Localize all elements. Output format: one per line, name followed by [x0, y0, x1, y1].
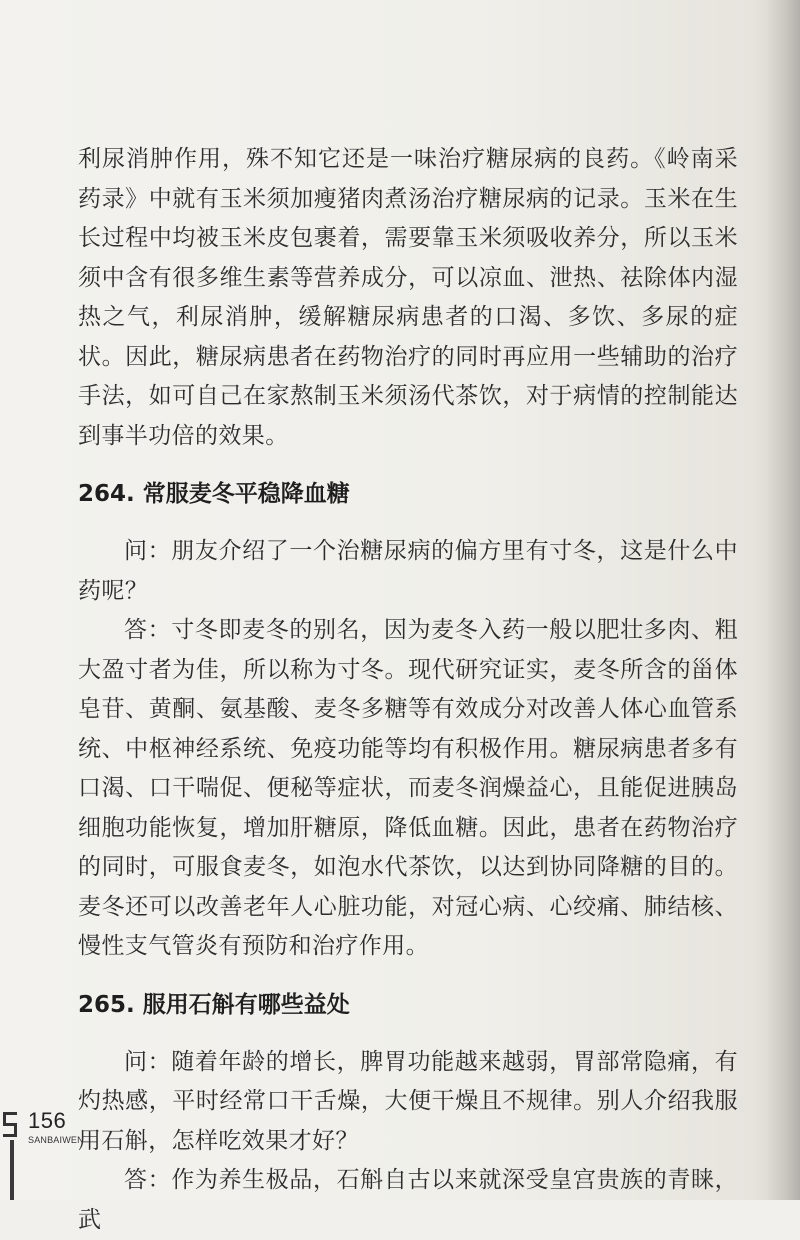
answer-264: 答：寸冬即麦冬的别名，因为麦冬入药一般以肥壮多肉、粗大盈寸者为佳，所以称为寸冬。现代研究证实，麦冬所含的甾体皂苷、黄酮、氨基酸、麦冬多糖等有效成分对改善人体心血管系统、中枢神经系统、免疫功能等均有积极作用。糖尿病患者多有口渴、口干喘促、便秘等症状，而麦冬润燥益心，且能促进胰岛细胞功能恢复，增加肝糖原，降低血糖。因此，患者在药物治疗的同时，可服食麦冬，如泡水代茶饮，以达到协同降糖的目的。麦冬还可以改善老年人心脏功能，对冠心病、心绞痛、肺结核、慢性支气管炎有预防和治疗作用。	[78, 617, 738, 959]
page-number: 156	[28, 1108, 67, 1133]
question-265: 问：随着年龄的增长，脾胃功能越来越弱，胃部常隐痛，有灼热感，平时经常口干舌燥，大便干燥且不规律。别人介绍我服用石斛，怎样吃效果才好？	[78, 1048, 738, 1154]
paragraph-continued: 利尿消肿作用，殊不知它还是一味治疗糖尿病的良药。《岭南采药录》中就有玉米须加瘦猪肉煮汤治疗糖尿病的记录。玉米在生长过程中均被玉米皮包裹着，需要靠玉米须吸收养分，所以玉米须中含有很多维生素等营养成分，可以凉血、泄热、祛除体内湿热之气，利尿消肿，缓解糖尿病患者的口渴、多饮、多尿的症状。因此，糖尿病患者在药物治疗的同时再应用一些辅助的治疗手法，如可自己在家熬制玉米须汤代茶饮，对于病情的控制能达到事半功倍的效果。	[78, 146, 738, 449]
book-spine-shadow	[766, 0, 800, 1200]
page-footer	[0, 1108, 120, 1178]
question-264: 问：朋友介绍了一个治糖尿病的偏方里有寸冬，这是什么中药呢？	[78, 538, 738, 604]
footer-rule	[10, 1140, 14, 1200]
series-name: SANBAIWEN	[28, 1135, 84, 1145]
page-body	[78, 140, 738, 1240]
section-heading-265: 265. 服用石斛有哪些益处	[78, 991, 350, 1018]
section-heading-264: 264. 常服麦冬平稳降血糖	[78, 481, 350, 507]
answer-265: 答：作为养生极品，石斛自古以来就深受皇宫贵族的青睐，武	[78, 1167, 738, 1233]
